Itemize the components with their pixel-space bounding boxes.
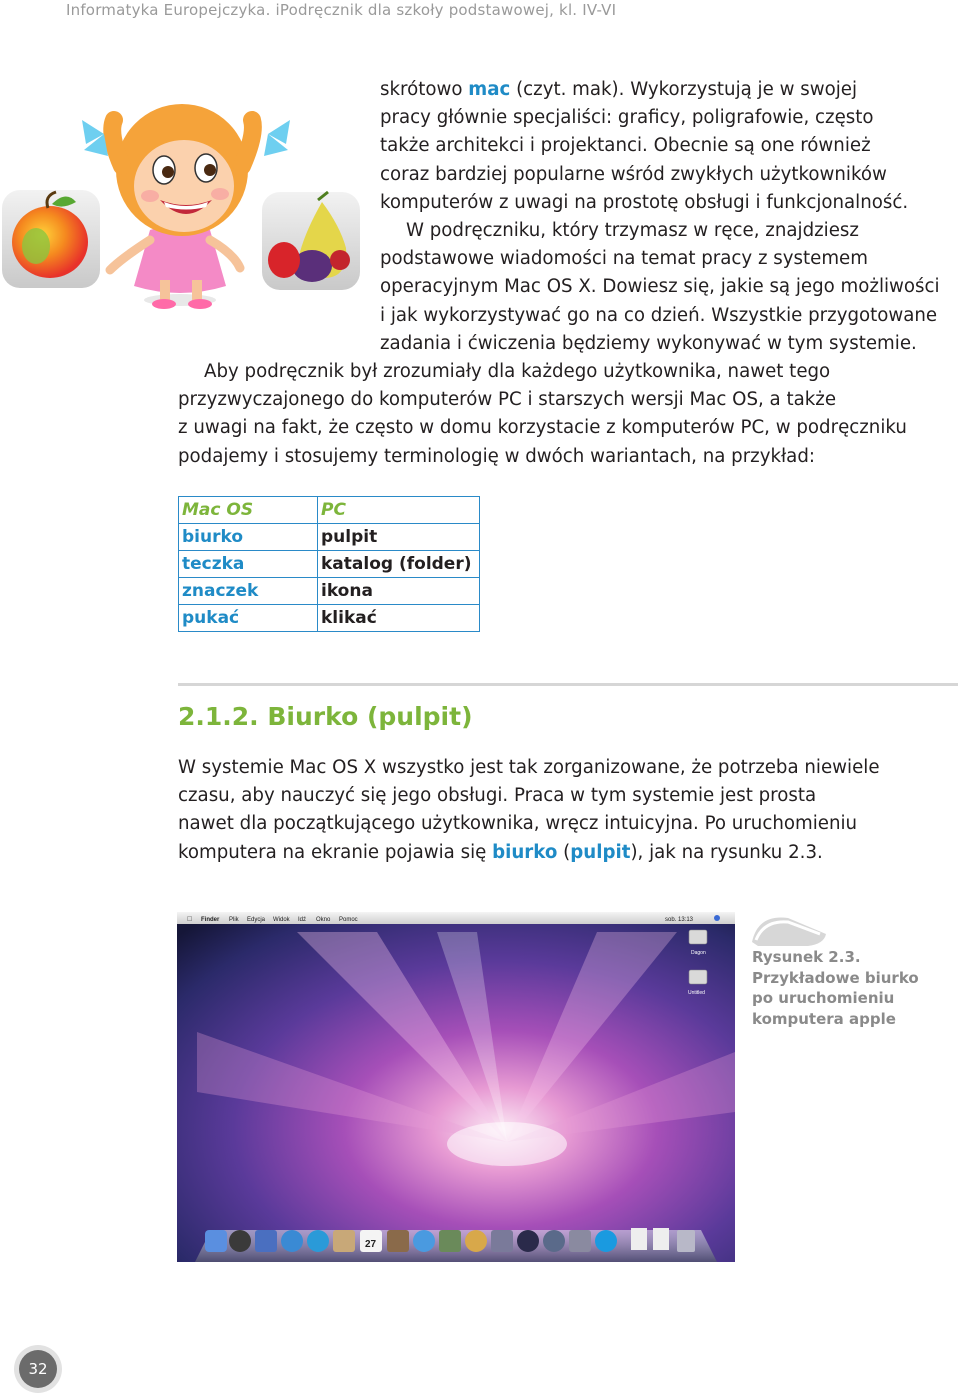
header-mac-os: Mac OS <box>179 497 318 524</box>
figure-caption: Rysunek 2.3. Przykładowe biurko po uruchomieniu komputera apple <box>752 948 919 1028</box>
menu-item: Widok <box>273 917 290 923</box>
itunes-icon <box>413 1230 435 1252</box>
table-row: biurko pulpit <box>179 524 480 551</box>
section-paragraph: W systemie Mac OS X wszystko jest tak zorganizowane, że potrzeba niewiele czasu, aby nauczyć się jego obsługi. Praca w tym systemie jest prosta nawet dla początkującego użytkownika, wręcz intuicyjna. Po uruchomieniu komputera na ekranie pojawia się biurko (pulpit), jak na rysunku 2.3. <box>178 757 880 863</box>
menu-item: Plik <box>229 917 239 923</box>
section-divider <box>178 683 958 686</box>
term-mac: mac <box>468 79 511 100</box>
page-number: 32 <box>28 1360 48 1378</box>
document-icon <box>631 1228 647 1250</box>
table-header-row <box>179 497 480 524</box>
spotlight-icon <box>714 915 720 921</box>
document-icon <box>653 1228 669 1250</box>
finder-icon <box>205 1230 227 1252</box>
iphoto-icon <box>439 1230 461 1252</box>
menu-item: Idź <box>298 917 307 923</box>
table-row: teczka katalog (folder) <box>179 551 480 578</box>
mail-icon <box>255 1230 277 1252</box>
trash-icon <box>677 1230 695 1252</box>
term-pulpit: pulpit <box>570 841 631 863</box>
mac-desktop-screenshot <box>177 912 735 1262</box>
running-header: Informatyka Europejczyka. iPodręcznik dla szkoły podstawowej, kl. IV-VI <box>66 1 617 19</box>
drive-label: Dagon <box>691 950 706 956</box>
app-icon <box>569 1230 591 1252</box>
table-row: znaczek ikona <box>179 578 480 605</box>
menu-item: Edycja <box>247 917 266 923</box>
terminology-table <box>178 496 480 632</box>
menu-item: Okno <box>316 917 331 923</box>
drive-label: Untitled <box>688 990 705 996</box>
intro-paragraph: skrótowo mac (czyt. mak). Wykorzystują je w swojej pracy głównie specjaliści: graficy, poligrafowie, często także architekci i projektanci. Obecnie są one również coraz bardziej popularne wśród zwykłych użytkowników komputerów z uwagi na prostotę obsługi i funkcjonalność. W podręczniku, który trzymasz w ręce, znajdziesz podstawowe wiadomości na temat pracy z systemem operacyjnym Mac OS X. Dowiesz się, jakie są jego możliwości i jak wykorzystywać go na co dzień. Wszystkie przygotowane zadania i ćwiczenia będziemy wykonywać w tym systemie. <box>380 79 940 354</box>
photos-icon <box>387 1230 409 1252</box>
calendar-date: 27 <box>365 1239 377 1250</box>
menu-item: Finder <box>201 917 220 923</box>
time-machine-icon <box>517 1230 539 1252</box>
skype-icon <box>595 1230 617 1252</box>
garageband-icon <box>465 1230 487 1252</box>
term-biurko: biurko <box>492 841 558 863</box>
terminology-paragraph: Aby podręcznik był zrozumiały dla każdego użytkownika, nawet tego przyzwyczajonego do komputerów PC i starszych wersji Mac OS, a także z uwagi na fakt, że często w domu korzystacie z komputerów PC, w podręczniku podajemy i stosujemy terminologię w dwóch wariantach, na przykład: <box>178 361 907 467</box>
address-book-icon <box>333 1230 355 1252</box>
preferences-icon <box>543 1230 565 1252</box>
header-pc: PC <box>318 497 480 524</box>
dashboard-icon <box>229 1230 251 1252</box>
hard-drive-icon <box>689 930 707 944</box>
page-number-badge <box>13 1344 63 1394</box>
menu-item: Pomoc <box>339 917 358 923</box>
figure-marker-icon <box>748 912 832 948</box>
hard-drive-icon <box>689 970 707 984</box>
table-row: pukać klikać <box>179 605 480 632</box>
utility-icon <box>491 1230 513 1252</box>
safari-icon <box>281 1230 303 1252</box>
section-title: 2.1.2. Biurko (pulpit) <box>178 702 473 731</box>
apple-menu-icon <box>187 916 192 923</box>
girl-mascot-illustration <box>0 70 370 320</box>
menu-clock: sob. 13:13 <box>665 917 694 923</box>
ichat-icon <box>307 1230 329 1252</box>
